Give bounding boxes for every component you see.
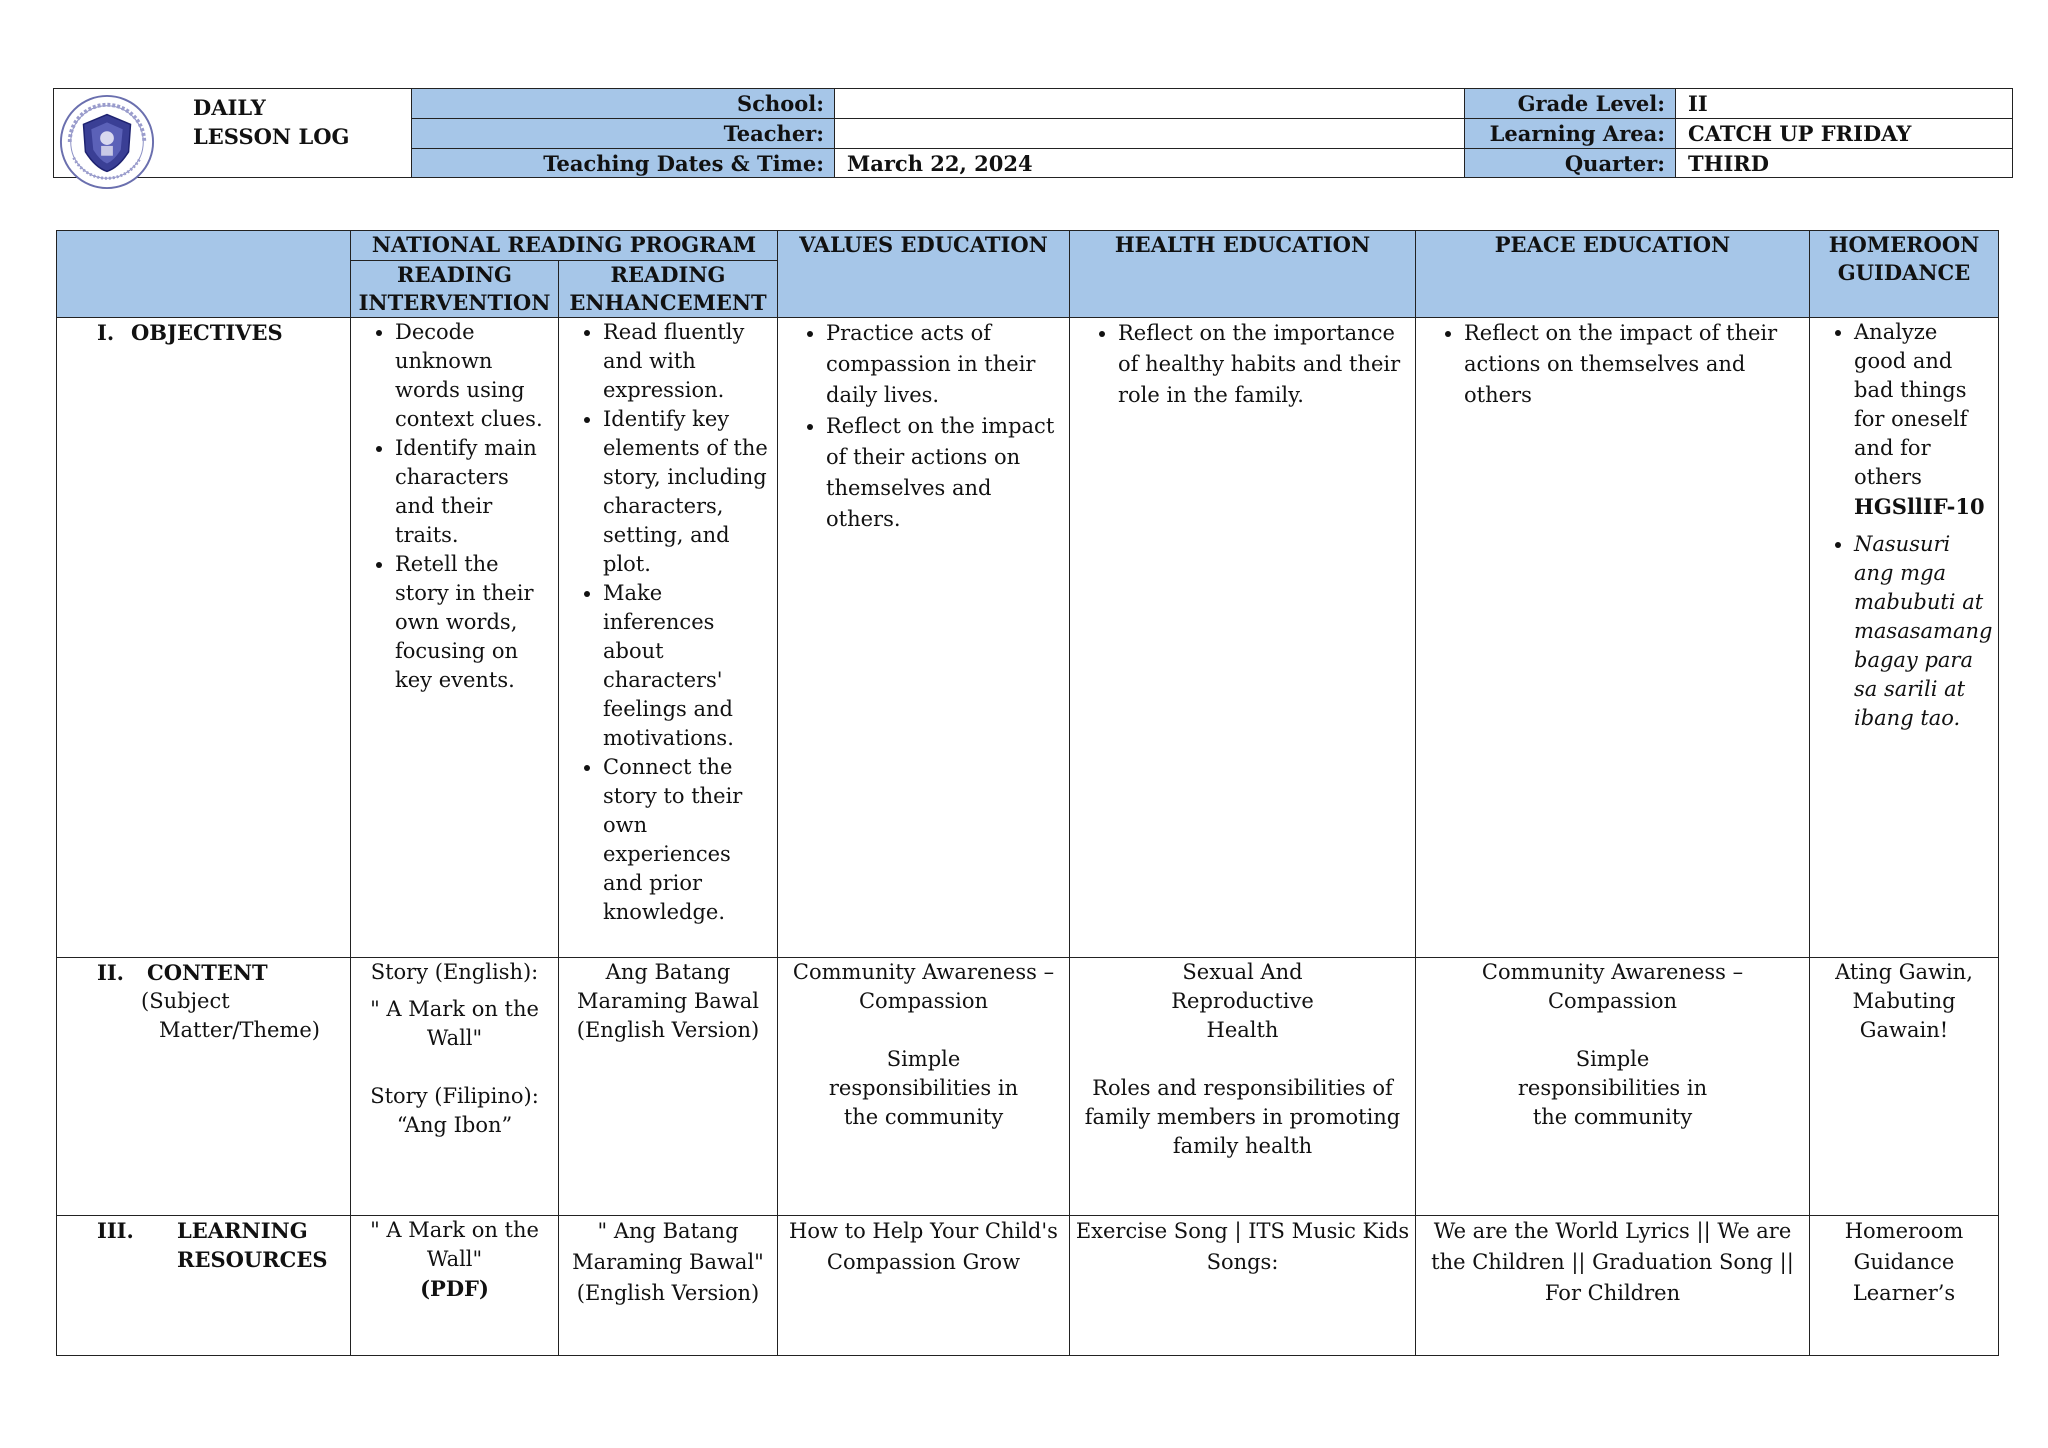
objectives-label: OBJECTIVES (131, 320, 283, 345)
header-row-school (412, 89, 2012, 119)
objectives-enhancement-cell (559, 318, 778, 958)
resources-row (57, 1216, 1999, 1356)
content-row (57, 958, 1999, 1216)
content-health-line: Roles and responsibilities of family members in promoting family health (1084, 1076, 1401, 1158)
resources-health-cell: Exercise Song | ITS Music Kids Songs: (1070, 1216, 1416, 1356)
content-intervention-line: Story (English): (370, 960, 539, 984)
list-item: • Reflect on the impact of their actions on themselves and others (1464, 318, 1805, 411)
teaching-dates-label: Teaching Dates & Time: (412, 149, 835, 177)
objectives-values-cell (778, 318, 1070, 958)
grade-level-value: II (1688, 91, 1708, 116)
col-reading-enhancement: READING ENHANCEMENT (559, 261, 778, 318)
teacher-label: Teacher: (412, 119, 835, 148)
list-item: • Decode unknown words using context clues. (395, 318, 554, 434)
objectives-peace-list (1420, 318, 1805, 411)
quarter-value: THIRD (1688, 151, 1769, 176)
quarter-label: Quarter: (1465, 149, 1676, 177)
content-number: II. (97, 960, 124, 985)
learning-area-label: Learning Area: (1465, 119, 1676, 148)
objectives-row (57, 318, 1999, 958)
resources-intervention-format: (PDF) (420, 1276, 489, 1301)
list-item: • Connect the story to their own experiences and prior knowledge. (603, 753, 773, 927)
content-peace-cell (1416, 958, 1810, 1216)
objectives-intervention-list (355, 318, 554, 695)
logo-cell (54, 89, 412, 177)
corner-cell (57, 231, 351, 318)
teacher-value (835, 119, 1465, 148)
resources-intervention-cell (351, 1216, 559, 1356)
objectives-health-cell (1070, 318, 1416, 958)
resources-enhancement-cell: " Ang Batang Maraming Bawal" (English Version) (559, 1216, 778, 1356)
objectives-enhancement-list (563, 318, 773, 927)
objectives-intervention-cell (351, 318, 559, 958)
content-intervention-line: “Ang Ibon” (396, 1113, 513, 1137)
content-homeroom-cell: Ating Gawin, Mabuting Gawain! (1810, 958, 1999, 1216)
resources-label-cell (57, 1216, 351, 1356)
objectives-peace-cell (1416, 318, 1810, 958)
resources-values-cell: How to Help Your Child's Compassion Grow (778, 1216, 1070, 1356)
resources-label-1: LEARNING (177, 1218, 308, 1243)
objectives-number: I. (97, 320, 115, 345)
teaching-dates-value: March 22, 2024 (835, 149, 1465, 177)
homeroom-objective-text: Analyze good and bad things for oneself and for others (1854, 320, 1968, 489)
content-health-line: Sexual And Reproductive Health (1171, 960, 1314, 1042)
content-sublabel-1: (Subject (141, 989, 230, 1013)
list-item: • Nasusuri ang mga mabubuti at masasamang bagay para sa sarili at ibang tao. (1854, 530, 1994, 733)
resources-number: III. (97, 1218, 134, 1243)
objectives-health-list (1074, 318, 1411, 411)
objectives-homeroom-list (1814, 318, 1994, 733)
content-intervention-line: " A Mark on the Wall" (370, 997, 539, 1050)
objectives-homeroom-cell (1810, 318, 1999, 958)
content-enhancement-cell: Ang Batang Maraming Bawal (English Version) (559, 958, 778, 1216)
list-item: • Identify main characters and their traits. (395, 434, 554, 550)
content-peace-line: Simple responsibilities in the community (1517, 1047, 1708, 1129)
list-item: • Retell the story in their own words, focusing on key events. (395, 550, 554, 695)
homeroom-competency-code: HGSllIF-10 (1854, 494, 1985, 519)
content-values-line: Community Awareness – Compassion (792, 960, 1055, 1013)
lesson-log-table (56, 230, 1999, 1356)
objectives-values-list (782, 318, 1065, 535)
deped-seal-icon (58, 93, 156, 191)
content-label: CONTENT (147, 960, 268, 985)
resources-homeroom-cell: Homeroom Guidance Learner’s (1810, 1216, 1999, 1356)
content-label-cell (57, 958, 351, 1216)
list-item (1854, 318, 1994, 522)
header-row-dates (412, 149, 2012, 177)
list-item: • Read fluently and with expression. (603, 318, 773, 405)
col-peace-education: PEACE EDUCATION (1416, 231, 1810, 318)
content-sublabel-2: Matter/Theme) (159, 1018, 320, 1042)
content-values-line: Simple responsibilities in the community (828, 1047, 1019, 1129)
grade-level-label: Grade Level: (1465, 89, 1676, 118)
title-line-1: DAILY (193, 95, 266, 120)
resources-intervention-title: " A Mark on the Wall" (370, 1218, 539, 1271)
col-values-education: VALUES EDUCATION (778, 231, 1070, 318)
col-health-education: HEALTH EDUCATION (1070, 231, 1416, 318)
content-peace-line: Community Awareness – Compassion (1481, 960, 1744, 1013)
list-item: • Practice acts of compassion in their daily lives. (826, 318, 1065, 411)
list-item: • Reflect on the impact of their actions on themselves and others. (826, 411, 1065, 535)
list-item: • Identify key elements of the story, including characters, setting, and plot. (603, 405, 773, 579)
content-intervention-cell (351, 958, 559, 1216)
col-reading-intervention: READING INTERVENTION (351, 261, 559, 318)
header-row-teacher (412, 119, 2012, 149)
school-label: School: (412, 89, 835, 118)
resources-label-2: RESOURCES (177, 1247, 328, 1272)
col-homeroom-guidance: HOMEROON GUIDANCE (1810, 231, 1999, 318)
list-item: • Reflect on the importance of healthy habits and their role in the family. (1118, 318, 1411, 411)
title-line-2: LESSON LOG (193, 124, 350, 149)
list-item: • Make inferences about characters' feelings and motivations. (603, 579, 773, 753)
col-national-reading-program: NATIONAL READING PROGRAM (351, 231, 778, 261)
content-health-cell (1070, 958, 1416, 1216)
content-values-cell (778, 958, 1070, 1216)
resources-peace-cell: We are the World Lyrics || We are the Children || Graduation Song || For Children (1416, 1216, 1810, 1356)
lesson-log-header (53, 88, 2013, 178)
content-intervention-line: Story (Filipino): (370, 1084, 539, 1108)
learning-area-value: CATCH UP FRIDAY (1688, 121, 1912, 146)
objectives-label-cell (57, 318, 351, 958)
school-value (835, 89, 1465, 118)
document-title (193, 93, 349, 151)
